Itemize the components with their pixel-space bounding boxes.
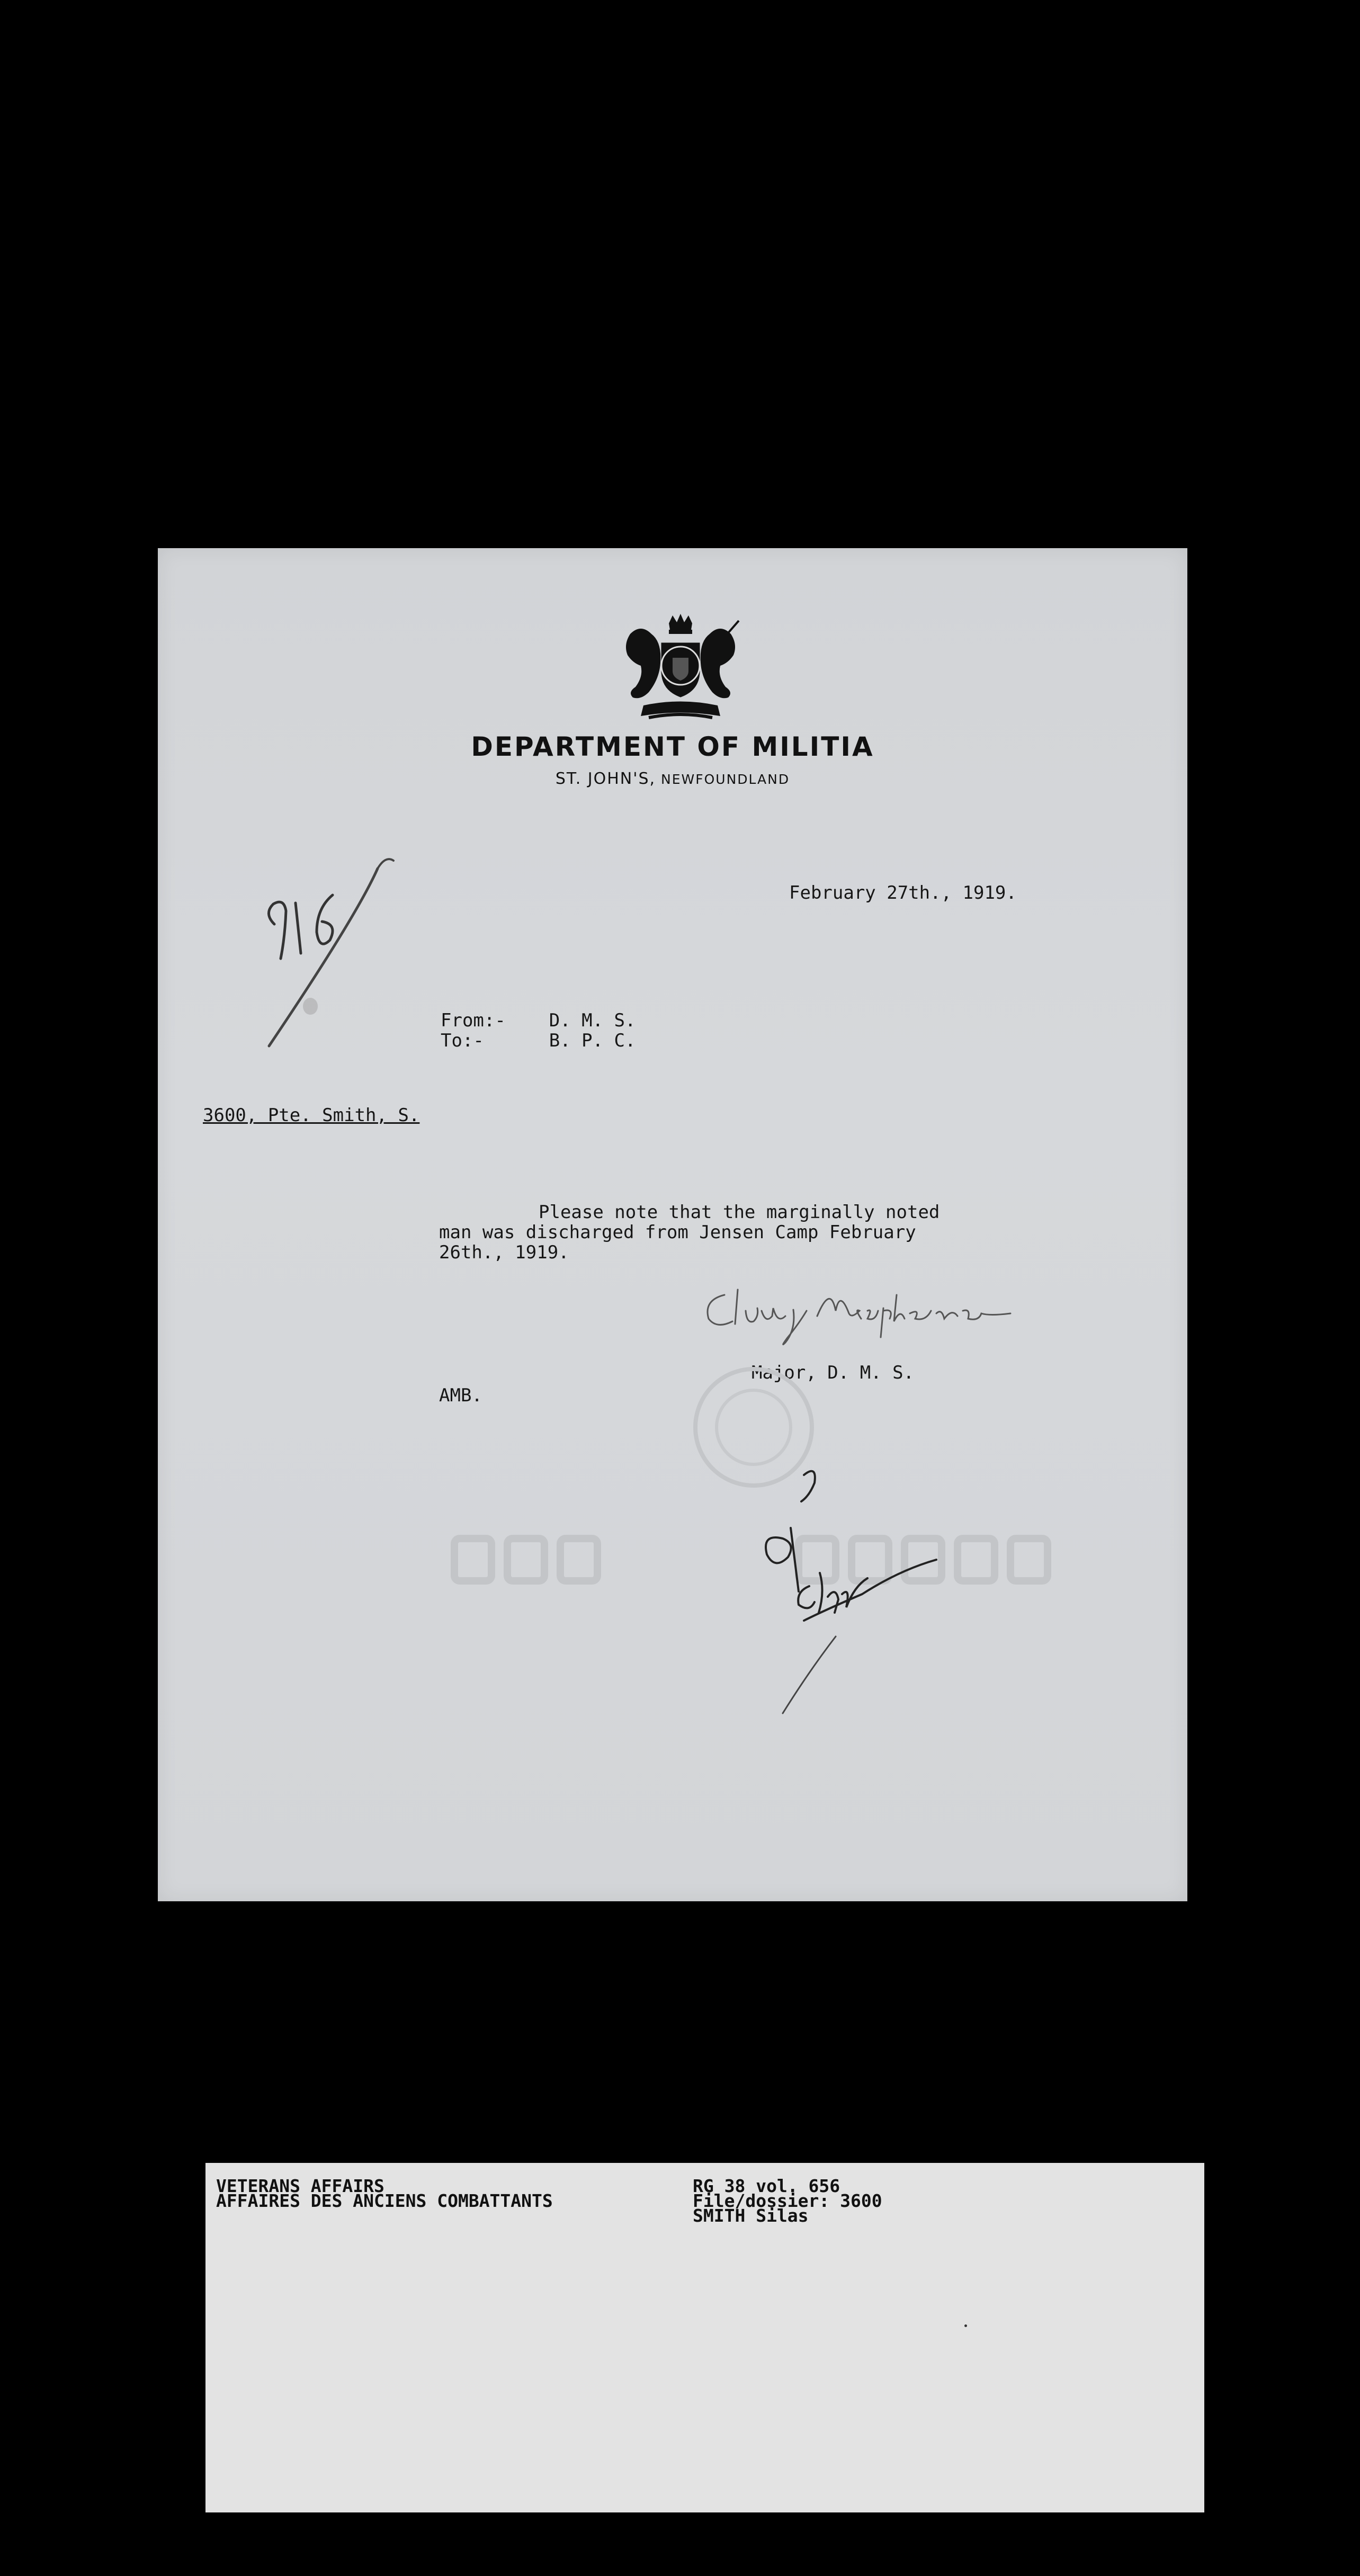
archive-reference-card bbox=[205, 2163, 1204, 2512]
body-line-3: 26th., 1919. bbox=[439, 1242, 569, 1263]
letter-date: February 27th., 1919. bbox=[789, 882, 1017, 904]
margin-note-916 bbox=[258, 845, 433, 1057]
department-location bbox=[158, 770, 1187, 788]
department-name: DEPARTMENT OF MILITIA bbox=[471, 731, 874, 762]
location-region: NEWFOUNDLAND bbox=[661, 772, 790, 787]
signatory-title: Major, D. M. S. bbox=[751, 1362, 915, 1383]
location-city: ST. JOHN'S, bbox=[555, 770, 656, 788]
from-label: From:- bbox=[441, 1010, 506, 1031]
card-speck bbox=[964, 2324, 967, 2327]
body-line-1: Please note that the marginally noted bbox=[539, 1202, 940, 1223]
to-value: B. P. C. bbox=[549, 1030, 636, 1051]
record-group: RG 38 vol. 656 bbox=[693, 2176, 840, 2196]
file-number: File/dossier: 3600 bbox=[693, 2190, 882, 2211]
from-row bbox=[441, 1010, 636, 1031]
agency-english: VETERANS AFFAIRS bbox=[216, 2176, 384, 2196]
to-row bbox=[441, 1030, 636, 1051]
signature bbox=[693, 1279, 1048, 1358]
body-line-2: man was discharged from Jensen Camp February bbox=[439, 1222, 916, 1243]
typist-initials: AMB. bbox=[439, 1385, 482, 1406]
letter-document bbox=[158, 548, 1187, 1901]
to-label: To:- bbox=[441, 1030, 484, 1051]
agency-french: AFFAIRES DES ANCIENS COMBATTANTS bbox=[216, 2190, 553, 2211]
reference-line: 3600, Pte. Smith, S. bbox=[203, 1105, 420, 1126]
from-value: D. M. S. bbox=[549, 1010, 636, 1031]
subject-name: SMITH Silas bbox=[693, 2205, 809, 2226]
handwritten-annotation bbox=[730, 1459, 979, 1766]
royal-coat-of-arms-icon bbox=[612, 613, 749, 727]
